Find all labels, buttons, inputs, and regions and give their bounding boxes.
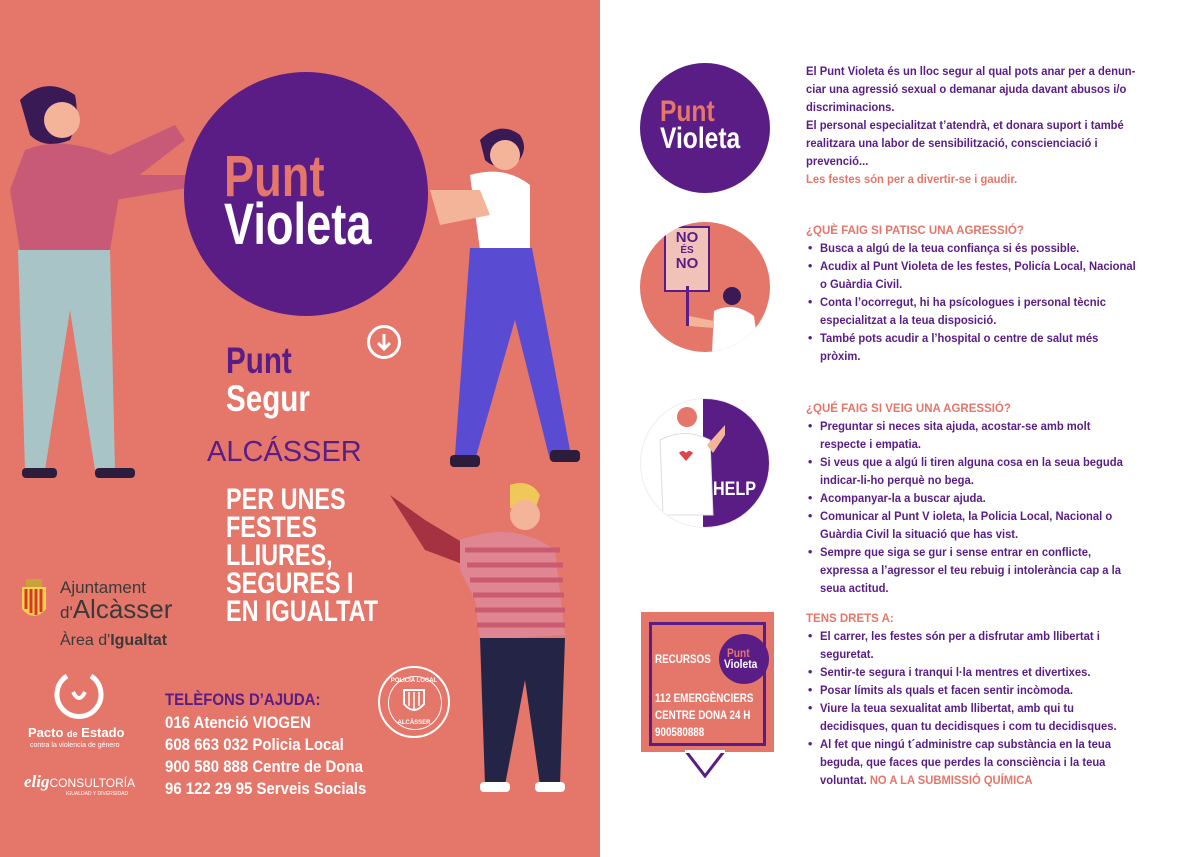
phones-title: TELÈFONS D’AJUDA: [165,690,321,709]
big-circle-line2: Violeta [224,192,372,257]
list-item [806,627,1166,663]
list-item-line: respecte i empatia. [820,437,921,451]
recursos-line: CENTRE DONA 24 H [655,708,751,722]
logo-circle-line2: Violeta [660,122,741,155]
ajuntament-line1: Ajuntament [60,578,146,597]
recursos-mini-logo [719,634,769,684]
protest-sign [664,226,710,292]
list-item [806,507,1166,543]
town-logo-text: Alcàsser [72,594,173,624]
town-name: ALCÁSSER [207,436,362,468]
section-if-attacked [806,223,1166,365]
man-illustration [385,480,585,800]
sign-line1: NO [675,229,699,246]
list-item-line: beguda, que faces que perdes la consciència i la teua [820,755,1106,769]
recursos-label: RECURSOS [655,652,711,666]
mini-logo-line1: Punt [727,646,750,660]
chemical-submission-highlight: NO A LA SUBMISSIÓ QUÍMICA [869,773,1033,787]
list-item-line: • Busca a algú de la teua confiança si és possible. [820,241,1080,255]
ajuntament-line3 [60,632,167,650]
phone-line: 608 663 032 Policia Local [165,735,344,754]
slogan-line: FESTES [226,511,318,544]
elig-subtitle: IGUALDAD Y DIVERSIDAD [66,791,129,797]
list-item [806,329,1166,365]
phones-list [165,712,366,800]
mini-logo-line2: Violeta [724,657,758,671]
badge-top-text: POLICIA LOCAL [390,678,438,684]
list-item [806,735,1166,789]
list-item-line: seguretat. [820,647,874,661]
recursos-lines [655,690,753,741]
elig-brand-suffix: CONSULTORÍA [49,776,136,790]
pacto-word: Pacto [28,725,68,740]
section3-title: TENS DRETS A: [806,613,894,625]
slogan-line: SEGURES I [226,567,354,600]
section-if-witness [806,401,1166,597]
intro-line: prevenció... [806,154,869,168]
section-rights [806,611,1166,789]
list-item-line [820,771,1138,789]
intro-line: ciar una agressió sexual o demanar ajuda davant abusos i/o [806,82,1127,96]
slogan-line: LLIURES, [226,539,333,572]
slogan-line: EN IGUALTAT [226,595,379,628]
list-item [806,239,1166,257]
badge-bottom-text: ALCÀSSER [397,720,431,726]
elig-brand: elig [24,772,50,791]
list-item [806,453,1166,489]
sign-line2: ÉS [680,245,694,256]
last-line-text: voluntat. [820,773,870,787]
list-item-line: • Si veus que a algú li tiren alguna cosa en la seua beguda [820,455,1123,469]
elig-logo [24,772,135,792]
section1-list [806,239,1166,365]
list-item-line: indicar-li-ho perquè no bega. [820,473,974,487]
punt-segur-line1: Punt [226,340,292,381]
recursos-line: 900580888 [655,725,705,739]
speech-tail-icon [685,750,725,778]
logo-circle-line1: Punt [660,95,715,128]
phone-line: 016 Atenció VIOGEN [165,713,311,732]
list-item [806,257,1166,293]
sign-line3: NO [675,255,699,272]
ajuntament-prefix: d' [60,603,73,622]
arrow-down-icon [367,325,401,359]
help-circle [640,398,770,528]
list-item-line: • També pots acudir a l’hospital o centre de salut més [820,331,1099,345]
list-item [806,489,1166,507]
list-item-line: decidisques, quan tu decidisques i com tu decidisques. [820,719,1117,733]
list-item [806,681,1166,699]
list-item-line: • Acudix al Punt Violeta de les festes, Policía Local, Nacional [820,259,1136,273]
list-item-line: • Viure la teua sexualitat amb llibertat, amb qui tu [820,701,1075,715]
list-item-line: • Sentir-te segura i tranqui l·la mentres et divertixes. [820,665,1091,679]
section2-title: ¿QUÉ FAIG SI VEIG UNA AGRESSIÓ? [806,403,1011,415]
punt-violeta-big-circle [184,72,428,316]
help-label: HELP [713,479,757,500]
badge-shield-icon [402,688,426,716]
intro-line: discriminacions. [806,100,895,114]
intro-paragraph [806,62,1166,188]
help-person-icon [645,405,725,525]
list-item-line: • Posar límits als quals et facen sentir incòmoda. [820,683,1073,697]
intro-line: El personal especialitzat t’atendrà, et donara suport i també [806,118,1124,132]
list-item-line: • El carrer, les festes són per a disfrutar amb llibertat i [820,629,1100,643]
list-item [806,663,1166,681]
pacto-word: de [67,729,78,739]
list-item-line: Guàrdia Civil la situació que has vist. [820,527,1019,541]
list-item [806,293,1166,329]
punt-segur-line2: Segur [226,378,310,419]
coat-of-arms-icon [20,579,48,624]
intro-line: realitzara una labor de sensibilització, conscienciació i [806,136,1098,150]
section1-title: ¿QUÈ FAIG SI PATISC UNA AGRESSIÓ? [806,225,1024,237]
intro-highlight: Les festes són per a divertir-se i gaudir. [806,172,1018,186]
slogan [226,483,379,628]
list-item-line: • Al fet que ningú t´administre cap substància en la teua [820,737,1111,751]
area-name: Igualtat [110,632,168,649]
section2-list [806,417,1166,597]
pacto-logo-icon [47,670,111,722]
list-item-line: pròxim. [820,349,861,363]
list-item-line: • Preguntar si neces sita ajuda, acostar-se amb molt [820,419,1091,433]
list-item-line: • Comunicar al Punt V ioleta, la Policia Local, Nacional o [820,509,1113,523]
pacto-subtitle: contra la violencia de género [30,742,120,749]
woman-illustration-right [420,120,595,485]
recursos-line: 112 EMERGÈNCIERS [655,691,754,705]
police-badge [378,666,450,738]
list-item-line: expressa a l’agressor el teu rebuig i intolerància cap a la [820,563,1122,577]
slogan-line: PER UNES [226,483,346,516]
pacto-title [28,725,125,740]
intro-line: El Punt Violeta és un lloc segur al qual pots anar per a denun- [806,64,1136,78]
list-item [806,699,1166,735]
phone-line: 96 122 29 95 Serveis Socials [165,779,367,798]
area-prefix: Àrea d' [60,632,111,649]
list-item-line: seua actitud. [820,581,889,595]
list-item [806,543,1166,597]
list-item-line: • Conta l’ocorregut, hi ha psícologues i personal tècnic [820,295,1106,309]
list-item-line: o Guàrdia Civil. [820,277,903,291]
list-item-line: • Sempre que siga se gur i sense entrar en conflicte, [820,545,1092,559]
list-item-line: especialitzat a la teua disposició. [820,313,997,327]
no-es-no-circle [640,222,770,352]
list-item [806,417,1166,453]
list-item-line: • Acompanyar-la a buscar ajuda. [820,491,986,505]
ajuntament-line2 [60,594,172,625]
pacto-word: Estado [77,725,125,740]
section3-list [806,627,1166,789]
protester-icon [684,286,764,352]
recursos-box [641,612,774,752]
phone-line: 900 580 888 Centre de Dona [165,757,363,776]
punt-violeta-logo-circle [640,63,770,193]
big-circle-line1: Punt [224,144,325,209]
